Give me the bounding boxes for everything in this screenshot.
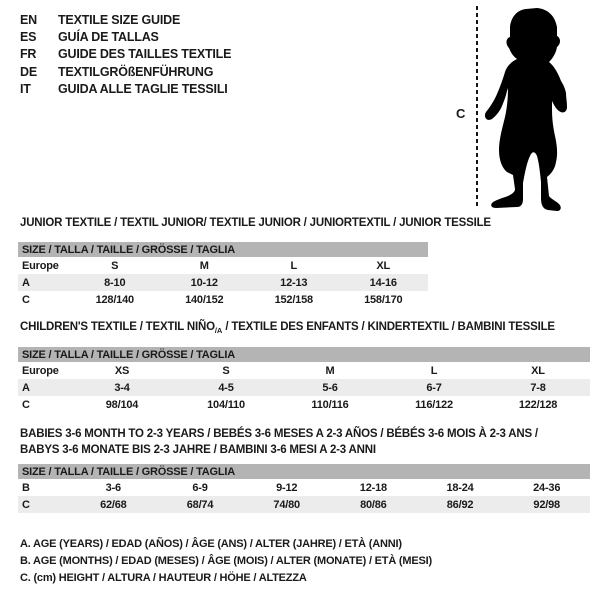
footnote-age-months: B. AGE (MONTHS) / EDAD (MESES) / ÂGE (MOIS) / ALTER (MONATE) / ETÀ (MESI) (20, 555, 432, 568)
months-cell: 9-12 (276, 481, 298, 494)
height-cell: 116/122 (415, 398, 453, 411)
language-code: EN (20, 12, 37, 27)
language-row-it (20, 81, 231, 98)
language-code: IT (20, 82, 31, 97)
size-cell: XL (531, 364, 545, 377)
height-cell: 140/152 (185, 293, 224, 306)
months-cell: 3-6 (105, 481, 121, 494)
size-cell: L (290, 259, 298, 272)
children-title-post: / TEXTILE DES ENFANTS / KINDERTEXTIL / BAMBINI TESSILE (222, 321, 555, 333)
table-row-age (18, 274, 428, 291)
language-code: ES (20, 30, 37, 45)
height-cell: 62/68 (100, 498, 127, 511)
language-title: GUÍA DE TALLAS (58, 30, 159, 45)
age-cell: 12-13 (280, 276, 308, 289)
size-cell: M (325, 364, 335, 377)
height-measure-dashed-line (476, 6, 478, 207)
height-measure-label: C (456, 106, 466, 121)
children-title-subscript: /A (214, 326, 223, 335)
children-title-pre: CHILDREN'S TEXTILE / TEXTIL NIÑO (20, 321, 215, 333)
height-cell: 104/110 (207, 398, 245, 411)
row-label: Europe (22, 259, 59, 272)
table-row-height (18, 396, 590, 413)
height-cell: 122/128 (518, 398, 558, 411)
footnote-age-years: A. AGE (YEARS) / EDAD (AÑOS) / ÂGE (ANS) / ALTER (JAHRE) / ETÀ (ANNI) (20, 538, 402, 550)
language-code: FR (20, 47, 37, 62)
height-cell: 158/170 (364, 293, 403, 306)
table-row-months (18, 479, 590, 496)
height-cell: 98/104 (105, 398, 139, 411)
row-label: C (22, 498, 30, 511)
row-label: Europe (22, 364, 59, 377)
height-cell: 152/158 (274, 293, 313, 306)
row-label: C (22, 398, 30, 411)
children-section-title (20, 319, 555, 336)
language-title: GUIDA ALLE TAGLIE TESSILI (58, 82, 228, 97)
size-header-bar: SIZE / TALLA / TAILLE / GRÖSSE / TAGLIA (18, 464, 590, 479)
height-cell: 128/140 (95, 293, 134, 306)
row-label: A (22, 381, 30, 394)
months-cell: 12-18 (359, 481, 387, 494)
height-cell: 92/98 (533, 498, 560, 511)
age-cell: 4-5 (218, 381, 234, 394)
size-header-bar: SIZE / TALLA / TAILLE / GRÖSSE / TAGLIA (18, 242, 428, 257)
junior-section-title: JUNIOR TEXTILE / TEXTIL JUNIOR/ TEXTILE JUNIOR / JUNIORTEXTIL / JUNIOR TESSILE (20, 217, 491, 229)
age-cell: 7-8 (530, 381, 546, 394)
height-cell: 80/86 (360, 498, 387, 511)
table-row-height (18, 291, 428, 308)
baby-silhouette-icon (480, 0, 600, 220)
table-row-height (18, 496, 590, 513)
row-label: C (22, 293, 30, 306)
height-cell: 86/92 (446, 498, 474, 511)
table-row-europe (18, 362, 590, 379)
size-header-bar: SIZE / TALLA / TAILLE / GRÖSSE / TAGLIA (18, 347, 590, 362)
age-cell: 5-6 (322, 381, 338, 394)
row-label: B (22, 481, 30, 494)
size-cell: S (111, 259, 119, 272)
language-row-en (20, 11, 231, 28)
junior-size-table (18, 242, 428, 308)
babies-title-line2: BABYS 3-6 MONATE BIS 2-3 JAHRE / BAMBINI 3-6 MESI A 2-3 ANNI (20, 444, 376, 456)
language-title: TEXTILE SIZE GUIDE (58, 12, 181, 27)
babies-section-title (20, 426, 538, 458)
months-cell: 6-9 (192, 481, 208, 494)
children-size-table (18, 347, 590, 413)
size-cell: M (199, 259, 209, 272)
babies-title-line1: BABIES 3-6 MONTH TO 2-3 YEARS / BEBÉS 3-6 MESES A 2-3 AÑOS / BÉBÉS 3-6 MOIS À 2-3 ANS / (20, 428, 538, 440)
height-cell: 110/116 (311, 398, 349, 411)
months-cell: 24-36 (533, 481, 561, 494)
height-cell: 74/80 (273, 498, 300, 511)
table-row-age (18, 379, 590, 396)
language-row-es (20, 28, 231, 45)
age-cell: 3-4 (114, 381, 130, 394)
months-cell: 18-24 (446, 481, 474, 494)
height-cell: 68/74 (186, 498, 214, 511)
size-cell: XL (376, 259, 391, 272)
babies-size-table (18, 464, 590, 513)
language-title: TEXTILGRÖßENFÜHRUNG (58, 64, 214, 79)
language-list (20, 11, 231, 98)
age-cell: 14-16 (369, 276, 397, 289)
legend-footnotes (20, 536, 432, 588)
language-title: GUIDE DES TAILLES TEXTILE (58, 47, 232, 62)
language-code: DE (20, 64, 37, 79)
age-cell: 6-7 (426, 381, 442, 394)
row-label: A (22, 276, 30, 289)
size-cell: L (430, 364, 438, 377)
table-row-europe (18, 257, 428, 274)
age-cell: 8-10 (104, 276, 126, 289)
footnote-height-cm: C. (cm) HEIGHT / ALTURA / HAUTEUR / HÖHE / ALTEZZA (20, 572, 307, 585)
size-cell: XS (114, 364, 130, 377)
language-row-de (20, 63, 231, 80)
age-cell: 10-12 (190, 276, 218, 289)
size-cell: S (222, 364, 230, 377)
language-row-fr (20, 46, 231, 63)
